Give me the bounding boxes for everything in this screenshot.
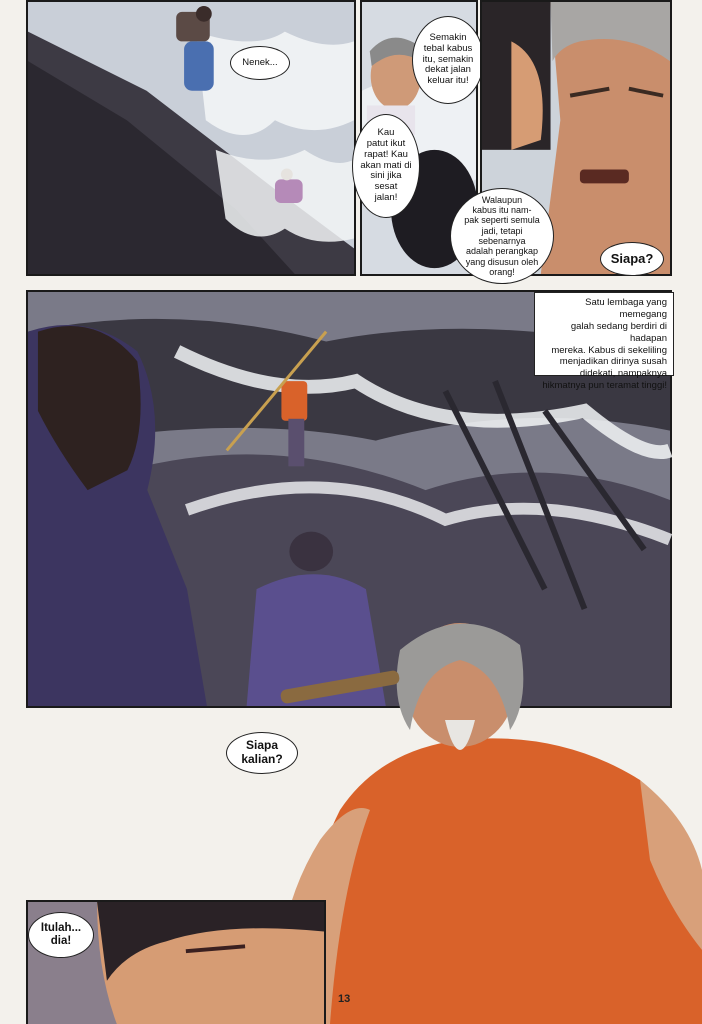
speech-bubble-siapa: Siapa? [600,242,664,276]
youth-face-profile [482,2,551,150]
warrior-orange-robe [278,623,702,1024]
speech-bubble-siapa-kalian: Siapa kalian? [226,732,298,774]
page-number: 13 [338,993,351,1005]
panel-3-closeup [464,0,672,278]
narration-caption: Satu lembaga yang memegang galah sedang berdiri di hadapan mereka. Kabus di sekeliling menjadikan dirinya susah didekati, nampaknya hikmatnya pun teramat tinggi! [534,292,674,376]
panel-1-cliff [26,0,356,276]
speech-bubble-walaupun: Walaupun kabus itu nam- pak seperti semula jadi, tetapi sebenarnya adalah perangkap yang disusun oleh orang! [450,188,554,284]
speech-bubble-nenek: Nenek... [230,46,290,80]
panel-5-art [260,590,702,1024]
angry-old-man-face [541,2,670,274]
speech-bubble-kau-patut: Kau patut ikut rapat! Kau akan mati di sini jika sesat jalan! [352,114,420,218]
panel-5-warrior [260,590,702,1024]
speech-bubble-itulah: Itulah... dia! [28,912,94,958]
youth-face-closeup [97,902,324,1024]
panel-1-art [28,2,354,274]
speech-bubble-semakin: Semakin tebal kabus itu, semakin dekat jalan keluar itu! [412,16,484,104]
